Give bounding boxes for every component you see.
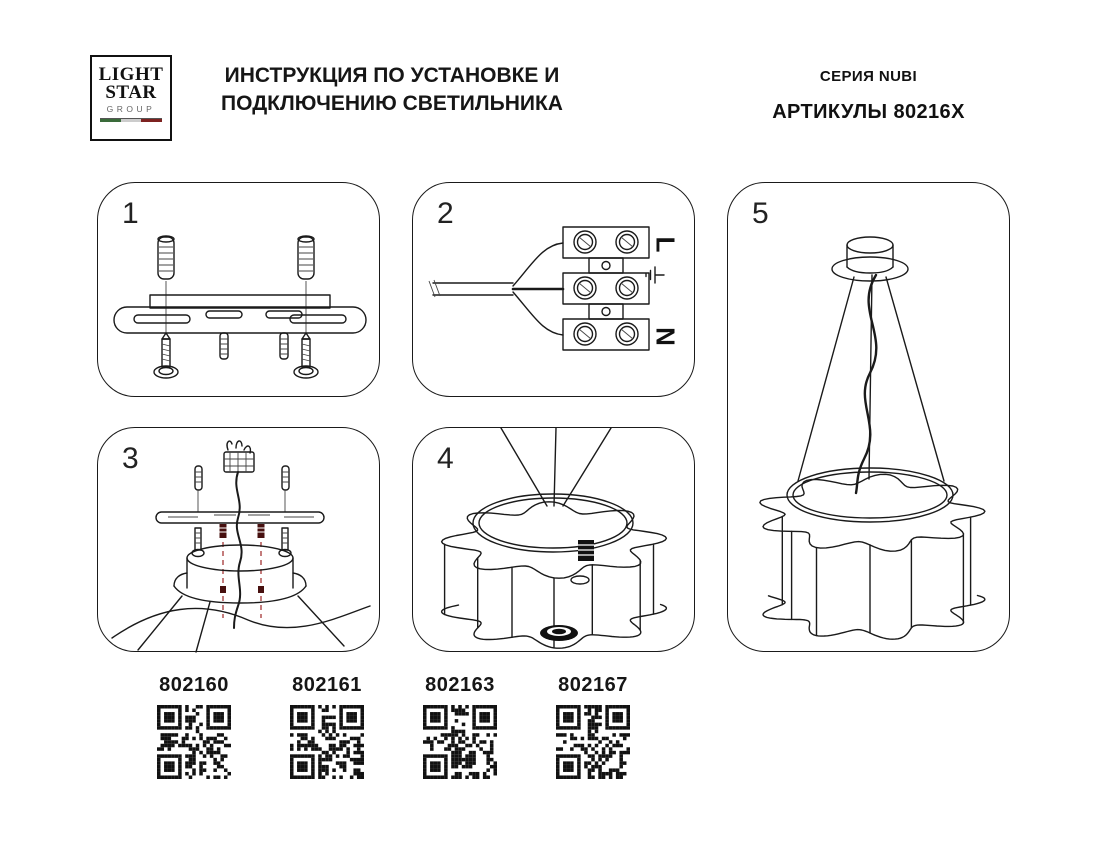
article-code: 802161 bbox=[292, 674, 362, 696]
series-articles: АРТИКУЛЫ 80216X bbox=[772, 101, 965, 123]
qr-code bbox=[423, 705, 497, 779]
logo-star: STAR bbox=[105, 82, 157, 103]
terminal-row bbox=[563, 273, 649, 304]
wall-plug-icon bbox=[282, 466, 289, 512]
terminal-row bbox=[563, 319, 649, 350]
terminal-block-diagram bbox=[413, 183, 696, 398]
canopy-mounting-diagram bbox=[98, 428, 381, 653]
red-screw-icon bbox=[220, 524, 265, 593]
step-panel-1 bbox=[97, 182, 380, 397]
series-info bbox=[727, 68, 1010, 124]
wall-plug-icon bbox=[298, 236, 314, 279]
lightstar-logo bbox=[90, 55, 172, 141]
article-column bbox=[400, 674, 520, 784]
threaded-stud-icon bbox=[280, 333, 288, 359]
black-cap-icon bbox=[540, 625, 578, 641]
logo-light: LIGHT bbox=[98, 64, 164, 85]
wall-plug-icon bbox=[158, 236, 174, 279]
article-column bbox=[267, 674, 387, 784]
screw-icon bbox=[279, 528, 291, 557]
step-panel-2 bbox=[412, 182, 695, 397]
article-column bbox=[533, 674, 653, 784]
logo-tricolor-bar bbox=[100, 118, 162, 122]
step-number-4: 4 bbox=[437, 442, 454, 475]
terminal-label-line: L bbox=[650, 236, 681, 253]
series-name: СЕРИЯ NUBI bbox=[819, 68, 918, 85]
threaded-stud-icon bbox=[220, 333, 228, 359]
assembled-fixture-diagram bbox=[728, 183, 1011, 653]
article-column bbox=[134, 674, 254, 784]
step-number-5: 5 bbox=[752, 197, 769, 230]
step-number-3: 3 bbox=[122, 442, 139, 475]
step-panel-5 bbox=[727, 182, 1010, 652]
black-stub-icon bbox=[578, 540, 594, 561]
step-panel-4 bbox=[412, 427, 695, 652]
canopy-icon bbox=[832, 237, 908, 281]
wall-plug-icon bbox=[195, 466, 202, 512]
title-line-1: ИНСТРУКЦИЯ ПО УСТАНОВКЕ И bbox=[224, 64, 560, 87]
step-panel-3 bbox=[97, 427, 380, 652]
screw-icon bbox=[294, 333, 318, 378]
terminal-label-neutral: N bbox=[650, 327, 681, 346]
page-title bbox=[203, 62, 581, 118]
shade-attachment-diagram bbox=[413, 428, 696, 653]
step-number-2: 2 bbox=[437, 197, 454, 230]
article-code: 802160 bbox=[159, 674, 229, 696]
article-code: 802163 bbox=[425, 674, 495, 696]
article-code: 802167 bbox=[558, 674, 628, 696]
qr-code bbox=[157, 705, 231, 779]
suspension-ring-icon bbox=[787, 468, 953, 522]
title-line-2: ПОДКЛЮЧЕНИЮ СВЕТИЛЬНИКА bbox=[221, 92, 563, 115]
mounting-bracket-diagram bbox=[98, 183, 381, 398]
qr-code bbox=[290, 705, 364, 779]
step-number-1: 1 bbox=[122, 197, 139, 230]
screw-icon bbox=[154, 333, 178, 378]
qr-code bbox=[556, 705, 630, 779]
terminal-block-icon bbox=[224, 441, 254, 472]
terminal-row bbox=[563, 227, 649, 258]
logo-group: GROUP bbox=[106, 104, 156, 114]
